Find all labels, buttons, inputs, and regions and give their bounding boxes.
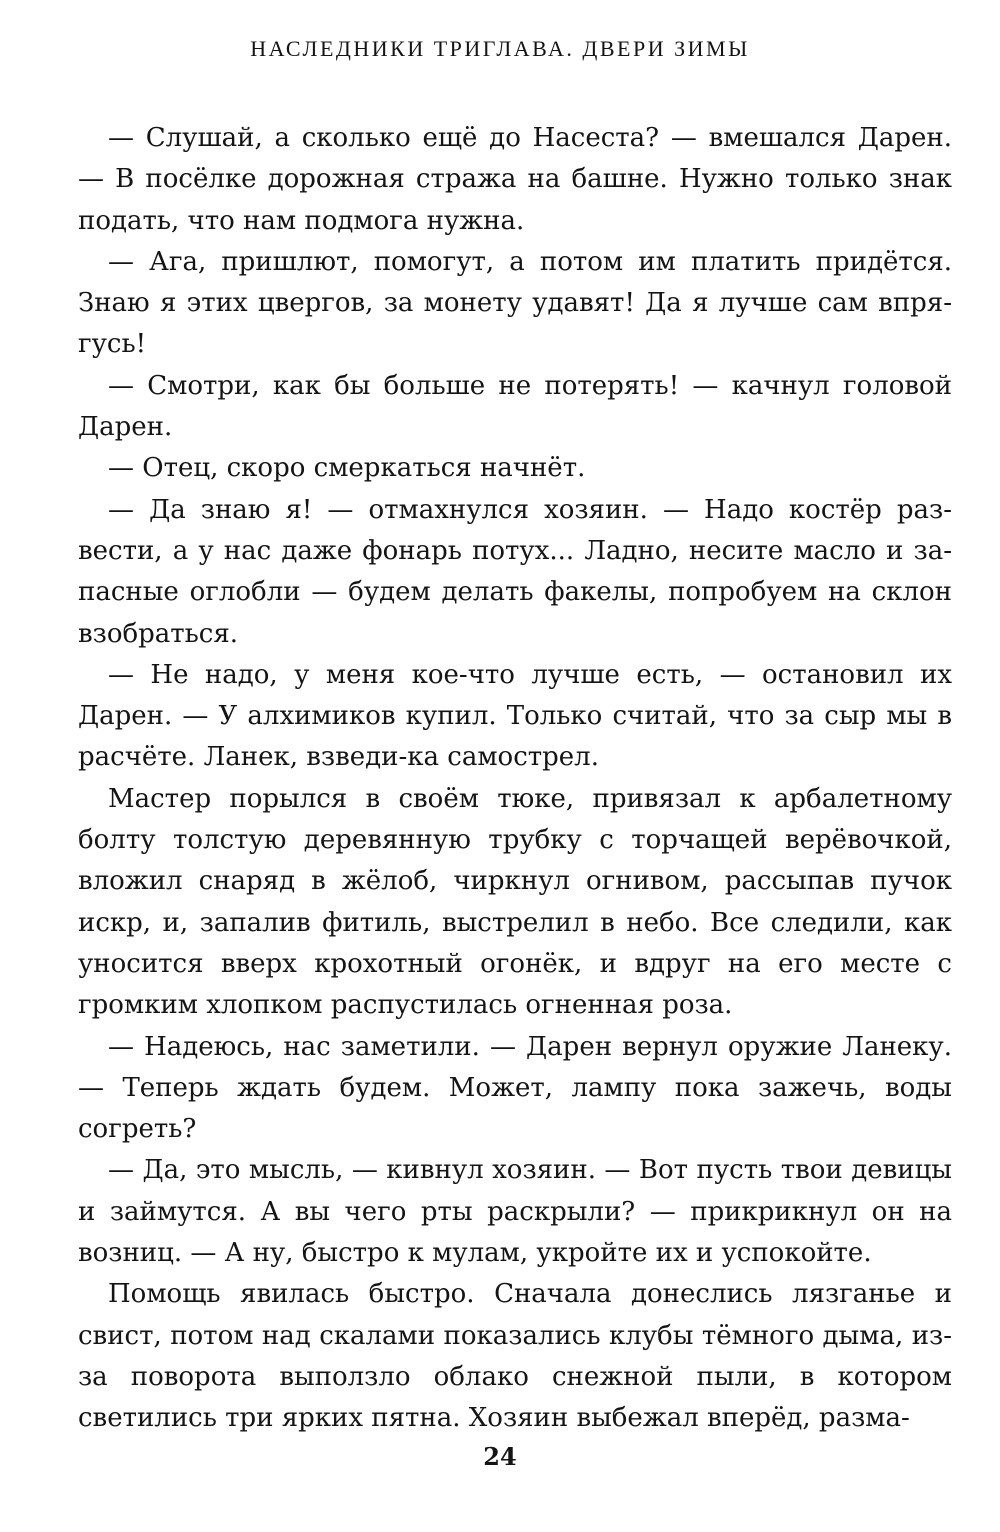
paragraph: — Ага, пришлют, помогут, а потом им платить придётся. Знаю я этих цвергов, за монету удавят! Да я лучше сам впрягусь!: [78, 246, 952, 360]
running-header: НАСЛЕДНИКИ ТРИГЛАВА. ДВЕРИ ЗИМЫ: [250, 36, 750, 61]
paragraph: — Слушай, а сколько ещё до Насеста? — вмешался Дарен. — В посёлке дорожная стража на башне. Нужно только знак подать, что нам подмога нужна.: [78, 123, 952, 236]
body-text: [78, 118, 952, 1440]
paragraph: — Отец, скоро смеркаться начнёт.: [108, 453, 586, 484]
paragraph: — Надеюсь, нас заметили. — Дарен вернул оружие Ланеку. — Теперь ждать будем. Может, лампу пока зажечь, воды согреть?: [78, 1031, 952, 1145]
paragraph: Мастер порылся в своём тюке, привязал к арбалетному болту толстую деревянную трубку с торчащей верёвочкой, вложил снаряд в жёлоб, чиркнул огнивом, рассыпав пучок искр, и, запалив фитиль, выстрелил в небо. Все следили, как уносится вверх крохотный огонёк, и вдруг на его месте с громким хлопком распустилась огненная роза.: [78, 783, 952, 1021]
paragraph: — Да знаю я! — отмахнулся хозяин. — Надо костёр развести, а у нас даже фонарь потух... Ладно, несите масло и запасные оглобли — будем делать факелы, попробуем на склон взобраться.: [78, 494, 952, 649]
paragraph: — Да, это мысль, — кивнул хозяин. — Вот пусть твои девицы и займутся. А вы чего рты раскрыли? — прикрикнул он на возниц. — А ну, быстро к мулам, укройте их и успокойте.: [78, 1155, 952, 1269]
paragraph: — Смотри, как бы больше не потерять! — качнул головой Дарен.: [78, 370, 952, 443]
paragraph: — Не надо, у меня кое-что лучше есть, — остановил их Дарен. — У алхимиков купил. Только считай, что за сыр мы в расчёте. Ланек, взведи-ка самострел.: [78, 659, 952, 773]
paragraph: Помощь явилась быстро. Сначала донеслись лязганье и свист, потом над скалами показались клубы тёмного дыма, из-за поворота выползло облако снежной пыли, в котором светились три ярких пятна. Хозяин выбежал вперёд, разма-: [78, 1279, 952, 1434]
page-number: 24: [483, 1442, 517, 1471]
